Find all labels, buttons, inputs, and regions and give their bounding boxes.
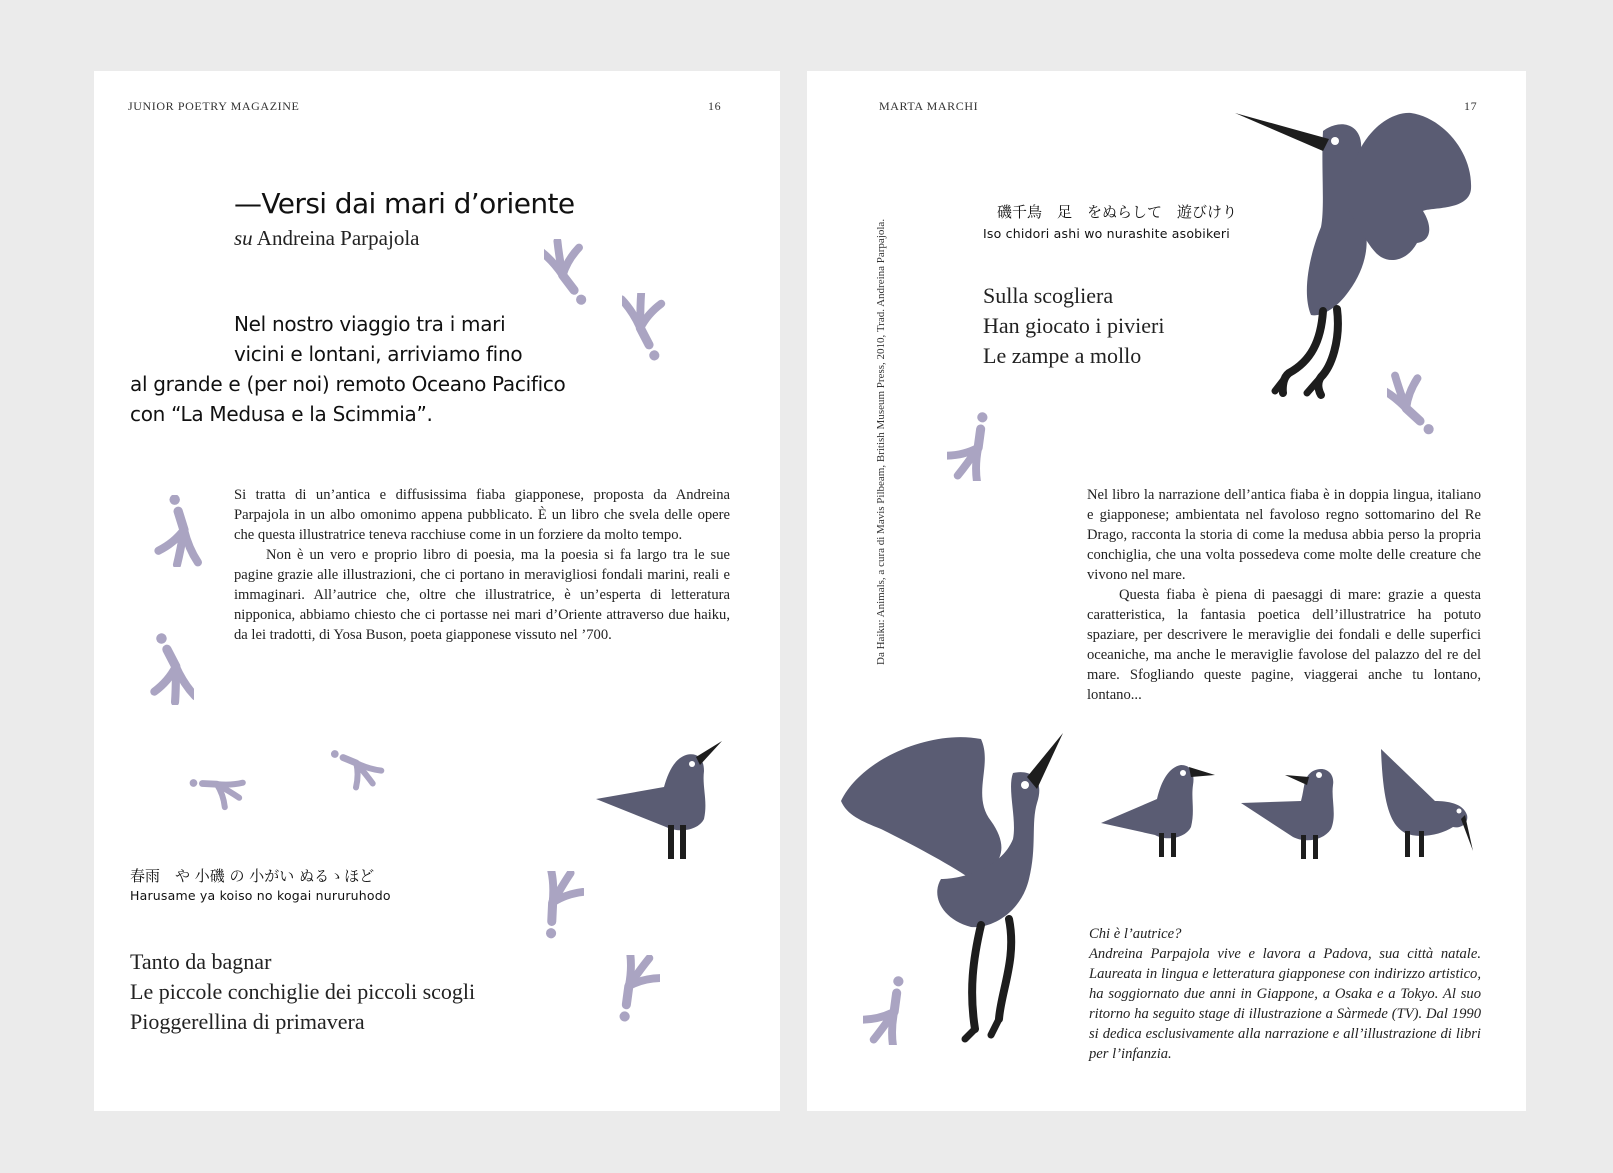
footprint-illustration [180,759,250,819]
bio-text: Andreina Parpajola vive e lavora a Padova, sua città natale. Laureata in lingua e letteratura giapponese con indirizzo artistico, ha soggiornato due anni in Giappone, a Osaka e a Tokyo. Al suo ritorno ha seguito stage di illustrazione a Sàrmede (TV). Dal 1990 si dedica esclusivamente alla narrazione e all’illustrazione di libri per l’infanzia. [1089,946,1481,1062]
haiku-japanese: 春雨 や 小磯 の 小がい ぬるゝほど [130,867,375,885]
author-bio [1089,924,1481,1064]
verse-line: Sulla scogliera [983,283,1114,308]
verse-line: Han giocato i pivieri [983,313,1165,338]
footprint-illustration [622,293,672,363]
verse-line: Pioggerellina di primavera [130,1009,365,1034]
crane-illustration [1231,111,1477,401]
crane-illustration [841,729,1077,1043]
running-head: MARTA MARCHI [879,99,979,113]
footprint-illustration [544,239,594,309]
intro-line-4: con “La Medusa e la Scimmia”. [130,402,433,426]
page-number: 17 [1464,99,1478,113]
footprint-illustration [947,411,997,481]
body-paragraph: Nel libro la narrazione dell’antica fiaba è in doppia lingua, italiano e giapponese; ambientata nel favoloso regno sottomarino del Re Drago, racconta la storia di come la medusa abbia perso la propria conchiglia, che una volta possedeva come molte delle creature che vivono nel mare. [1087,487,1481,583]
article-subtitle [234,226,419,251]
article-body [234,485,730,645]
bird-illustration [594,737,730,863]
haiku-japanese: 磯千鳥 足 をぬらして 遊びけり [997,203,1238,221]
bird-illustration [1379,747,1475,859]
footprint-illustration [152,495,202,567]
running-head: JUNIOR POETRY MAGAZINE [128,99,300,113]
subtitle-author: Andreina Parpajola [256,226,420,250]
body-paragraph: Non è un vero e proprio libro di poesia, ma la poesia si fa largo tra le sue pagine grazie alle illustrazioni, che ci portano in meravigliosi fondali marini, reali e immaginari. All’autrice che, oltre che illustratrice, è un’esperta di letteratura nipponica, abbiamo chiesto che ci portasse nei mari d’Oriente attraverso due haiku, da lei tradotti, di Yosa Buson, poeta giapponese vissuto nel ’700. [234,547,730,643]
haiku-romaji: Iso chidori ashi wo nurashite asobikeri [983,226,1230,241]
page-number: 16 [708,99,722,113]
article-body [1087,485,1481,705]
footprint-illustration [318,737,388,797]
right-page [807,71,1526,1111]
article-title: —Versi dai mari d’oriente [234,187,575,220]
footprint-illustration [144,633,194,705]
body-paragraph: Si tratta di un’antica e diffusissima fiaba giapponese, proposta da Andreina Parpajola in un albo omonimo appena pubblicato. È un libro che svela delle opere che questa illustratrice teneva racchiuse come in un forziere da molto tempo. [234,487,730,543]
haiku-romaji: Harusame ya koiso no kogai nururuhodo [130,888,391,903]
bio-heading: Chi è l’autrice? [1089,926,1182,942]
intro-line-3: al grande e (per noi) remoto Oceano Pacifico [130,372,566,396]
bird-illustration [1239,751,1359,859]
left-page [94,71,780,1111]
bird-illustration [1099,741,1219,859]
body-paragraph: Questa fiaba è piena di paesaggi di mare: grazie a questa caratteristica, la fantasia poetica dell’illustratrice ha potuto spaziare, per descrivere le meraviglie dei fondali e delle superfici oceaniche, ma anche le meraviglie favolose del palazzo del re del mare. Sfogliando queste pagine, viaggerai anche tu lontano, lontano... [1087,587,1481,703]
subtitle-prefix: su [234,226,253,250]
intro-line-2: vicini e lontani, arriviamo fino [234,342,523,366]
intro-line-1: Nel nostro viaggio tra i mari [234,312,506,336]
footprint-illustration [534,871,584,941]
verse-line: Tanto da bagnar [130,949,272,974]
haiku-credit: Da Haiku: Animals, a cura di Mavis Pilbeam, British Museum Press, 2010, Trad. Andreina Parpajola. [875,218,887,665]
footprint-illustration [610,955,660,1025]
verse-line: Le zampe a mollo [983,343,1142,368]
verse-line: Le piccole conchiglie dei piccoli scogli [130,979,476,1004]
